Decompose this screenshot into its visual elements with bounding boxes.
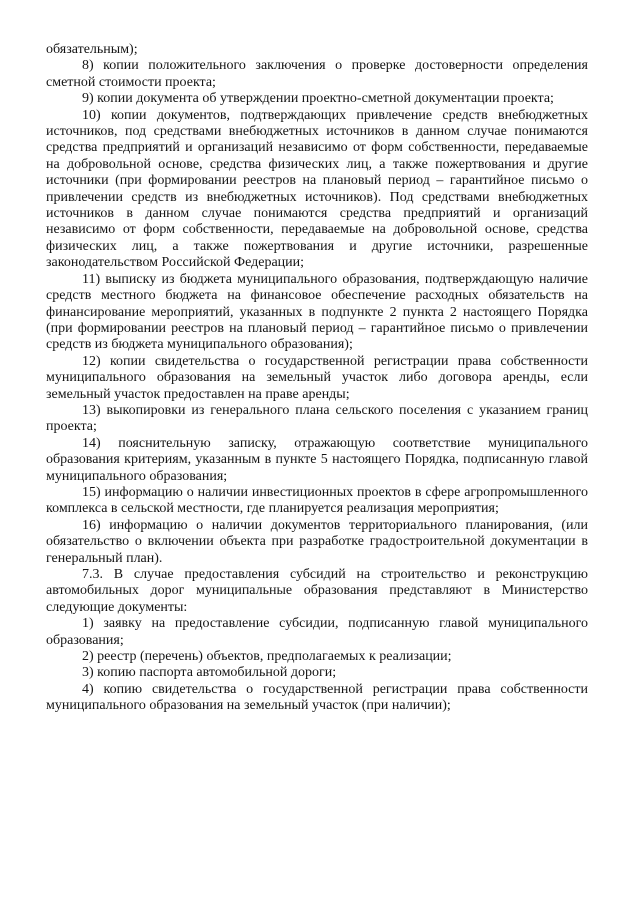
paragraph-road-item-1: 1) заявку на предоставление субсидии, подписанную главой муниципального образования;: [46, 616, 588, 648]
paragraph-road-item-4: 4) копию свидетельства о государственной регистрации права собственности муниципального образования на земельный участок (при наличии);: [46, 681, 588, 714]
paragraph-item-14: 14) пояснительную записку, отражающую соответствие муниципального образования критериям, указанным в пункте 5 настоящего Порядка, подписанную главой муниципального образования;: [46, 435, 588, 484]
paragraph-item-10: 10) копии документов, подтверждающих привлечение средств внебюджетных источников, под средствами внебюджетных источников в данном случае понимаются средства предприятий и организаций независимо от форм собственности, передаваемые на добровольной основе, средства физических лиц, а также пожертвования и другие источники (при формировании реестров на плановый период – гарантийное письмо о привлечении средств из внебюджетных источников). Под средствами внебюджетных источников в данном случае понимаются средства предприятий и организаций независимо от форм собственности, передаваемые на добровольной основе, средства физических лиц, а также пожертвования и другие источники, разрешенные законодательством Российской Федерации;: [46, 107, 588, 271]
paragraph-item-16: 16) информацию о наличии документов территориального планирования, (или обязательство о включении объекта при разработке градостроительной документации в генеральный план).: [46, 517, 588, 566]
paragraph-road-item-2: 2) реестр (перечень) объектов, предполагаемых к реализации;: [82, 649, 452, 665]
paragraph-item-13: 13) выкопировки из генерального плана сельского поселения с указанием границ проекта;: [46, 402, 588, 435]
paragraph-continuation: обязательным);: [46, 42, 138, 57]
paragraph-item-11: 11) выписку из бюджета муниципального образования, подтверждающую наличие средств местного бюджета на финансовое обеспечение расходных обязательств на финансирование мероприятий, указанных в подпункте 2 пункта 2 настоящего Порядка (при формировании реестров на плановый период – гарантийное письмо о привлечении средств из бюджета муниципального образования);: [46, 271, 588, 353]
paragraph-road-item-3: 3) копию паспорта автомобильной дороги;: [82, 665, 337, 681]
document-body: [46, 42, 588, 715]
paragraph-section-7-3: 7.3. В случае предоставления субсидий на строительство и реконструкцию автомобильных дорог муниципальные образования представляют в Министерство следующие документы:: [46, 567, 588, 615]
paragraph-item-9: 9) копии документа об утверждении проектно-сметной документации проекта;: [82, 91, 554, 107]
paragraph-item-12: 12) копии свидетельства о государственной регистрации права собственности муниципального образования на земельный участок либо договора аренды, если земельный участок предоставлен на праве аренды;: [46, 353, 588, 402]
paragraph-item-8: 8) копии положительного заключения о проверке достоверности определения сметной стоимости проекта;: [46, 58, 588, 90]
paragraph-item-15: 15) информацию о наличии инвестиционных проектов в сфере агропромышленного комплекса в сельской местности, где планируется реализация мероприятия;: [46, 484, 588, 517]
